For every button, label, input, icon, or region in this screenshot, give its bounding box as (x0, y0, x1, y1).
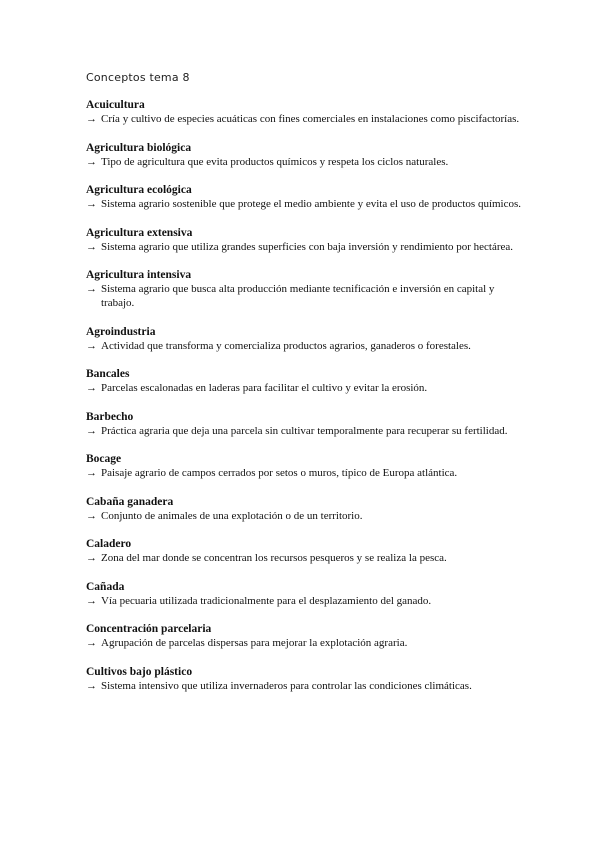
glossary-entry (86, 580, 526, 608)
glossary-entry (86, 141, 526, 169)
glossary-entry (86, 665, 526, 693)
glossary-definition (86, 466, 526, 480)
arrow-icon: → (86, 637, 97, 649)
glossary-entry (86, 622, 526, 650)
definition-text: Agrupación de parcelas dispersas para mejorar la explotación agraria. (101, 637, 408, 649)
glossary-term: Bancales (86, 368, 130, 380)
glossary-entry (86, 268, 526, 310)
glossary-definition (86, 282, 526, 310)
definition-text: Cría y cultivo de especies acuáticas con fines comerciales en instalaciones como piscifactorías. (101, 113, 520, 125)
definition-text: Sistema agrario que utiliza grandes superficies con baja inversión y rendimiento por hectárea. (101, 240, 514, 253)
glossary-definition (86, 424, 526, 438)
definition-text: Conjunto de animales de una explotación o de un territorio. (101, 509, 363, 522)
glossary-term: Bocage (86, 453, 122, 465)
glossary-list (86, 98, 526, 707)
glossary-definition (86, 636, 526, 650)
arrow-icon: → (86, 113, 97, 125)
glossary-term: Barbecho (86, 410, 134, 423)
arrow-icon: → (86, 594, 97, 607)
glossary-term: Cultivos bajo plástico (86, 665, 193, 678)
glossary-definition (86, 240, 526, 254)
glossary-term: Agricultura intensiva (86, 269, 192, 281)
glossary-definition (86, 197, 526, 211)
glossary-entry (86, 226, 526, 254)
glossary-term: Agricultura extensiva (86, 226, 193, 239)
glossary-entry (86, 325, 526, 353)
arrow-icon: → (86, 552, 97, 564)
glossary-entry (86, 183, 526, 211)
definition-text: Sistema intensivo que utiliza invernaderos para controlar las condiciones climáticas. (101, 679, 472, 692)
glossary-entry (86, 537, 526, 565)
arrow-icon: → (86, 509, 97, 522)
glossary-entry (86, 367, 526, 395)
glossary-term: Acuicultura (86, 99, 145, 111)
glossary-definition (86, 594, 526, 608)
glossary-term: Concentración parcelaria (86, 623, 212, 635)
arrow-icon: → (86, 424, 97, 437)
glossary-definition (86, 509, 526, 523)
arrow-icon: → (86, 283, 97, 295)
glossary-definition (86, 155, 526, 169)
glossary-term: Agricultura ecológica (86, 184, 192, 196)
glossary-entry (86, 452, 526, 480)
arrow-icon: → (86, 339, 97, 352)
definition-text: Sistema agrario que busca alta producción mediante tecnificación e inversión en capital y trabajo. (101, 283, 495, 309)
definition-text: Paisaje agrario de campos cerrados por setos o muros, típico de Europa atlántica. (101, 467, 458, 479)
definition-text: Actividad que transforma y comercializa productos agrarios, ganaderos o forestales. (101, 339, 471, 352)
arrow-icon: → (86, 382, 97, 394)
glossary-entry (86, 495, 526, 523)
glossary-term: Agroindustria (86, 325, 156, 338)
glossary-entry (86, 410, 526, 438)
definition-text: Zona del mar donde se concentran los recursos pesqueros y se realiza la pesca. (101, 552, 447, 564)
glossary-definition (86, 112, 526, 126)
definition-text: Vía pecuaria utilizada tradicionalmente para el desplazamiento del ganado. (101, 594, 432, 607)
glossary-definition (86, 551, 526, 565)
glossary-entry (86, 98, 526, 126)
document-title: Conceptos tema 8 (86, 71, 190, 84)
definition-text: Tipo de agricultura que evita productos químicos y respeta los ciclos naturales. (101, 155, 449, 168)
glossary-definition (86, 339, 526, 353)
glossary-term: Cabaña ganadera (86, 495, 174, 508)
definition-text: Sistema agrario sostenible que protege el medio ambiente y evita el uso de productos químicos. (101, 198, 522, 210)
glossary-definition (86, 381, 526, 395)
arrow-icon: → (86, 198, 97, 210)
definition-text: Práctica agraria que deja una parcela sin cultivar temporalmente para recuperar su fertilidad. (101, 424, 508, 437)
glossary-term: Cañada (86, 580, 125, 593)
arrow-icon: → (86, 679, 97, 692)
glossary-term: Agricultura biológica (86, 141, 192, 154)
arrow-icon: → (86, 155, 97, 168)
glossary-definition (86, 679, 526, 693)
glossary-term: Caladero (86, 538, 132, 550)
definition-text: Parcelas escalonadas en laderas para facilitar el cultivo y evitar la erosión. (101, 382, 428, 394)
arrow-icon: → (86, 467, 97, 479)
arrow-icon: → (86, 240, 97, 253)
